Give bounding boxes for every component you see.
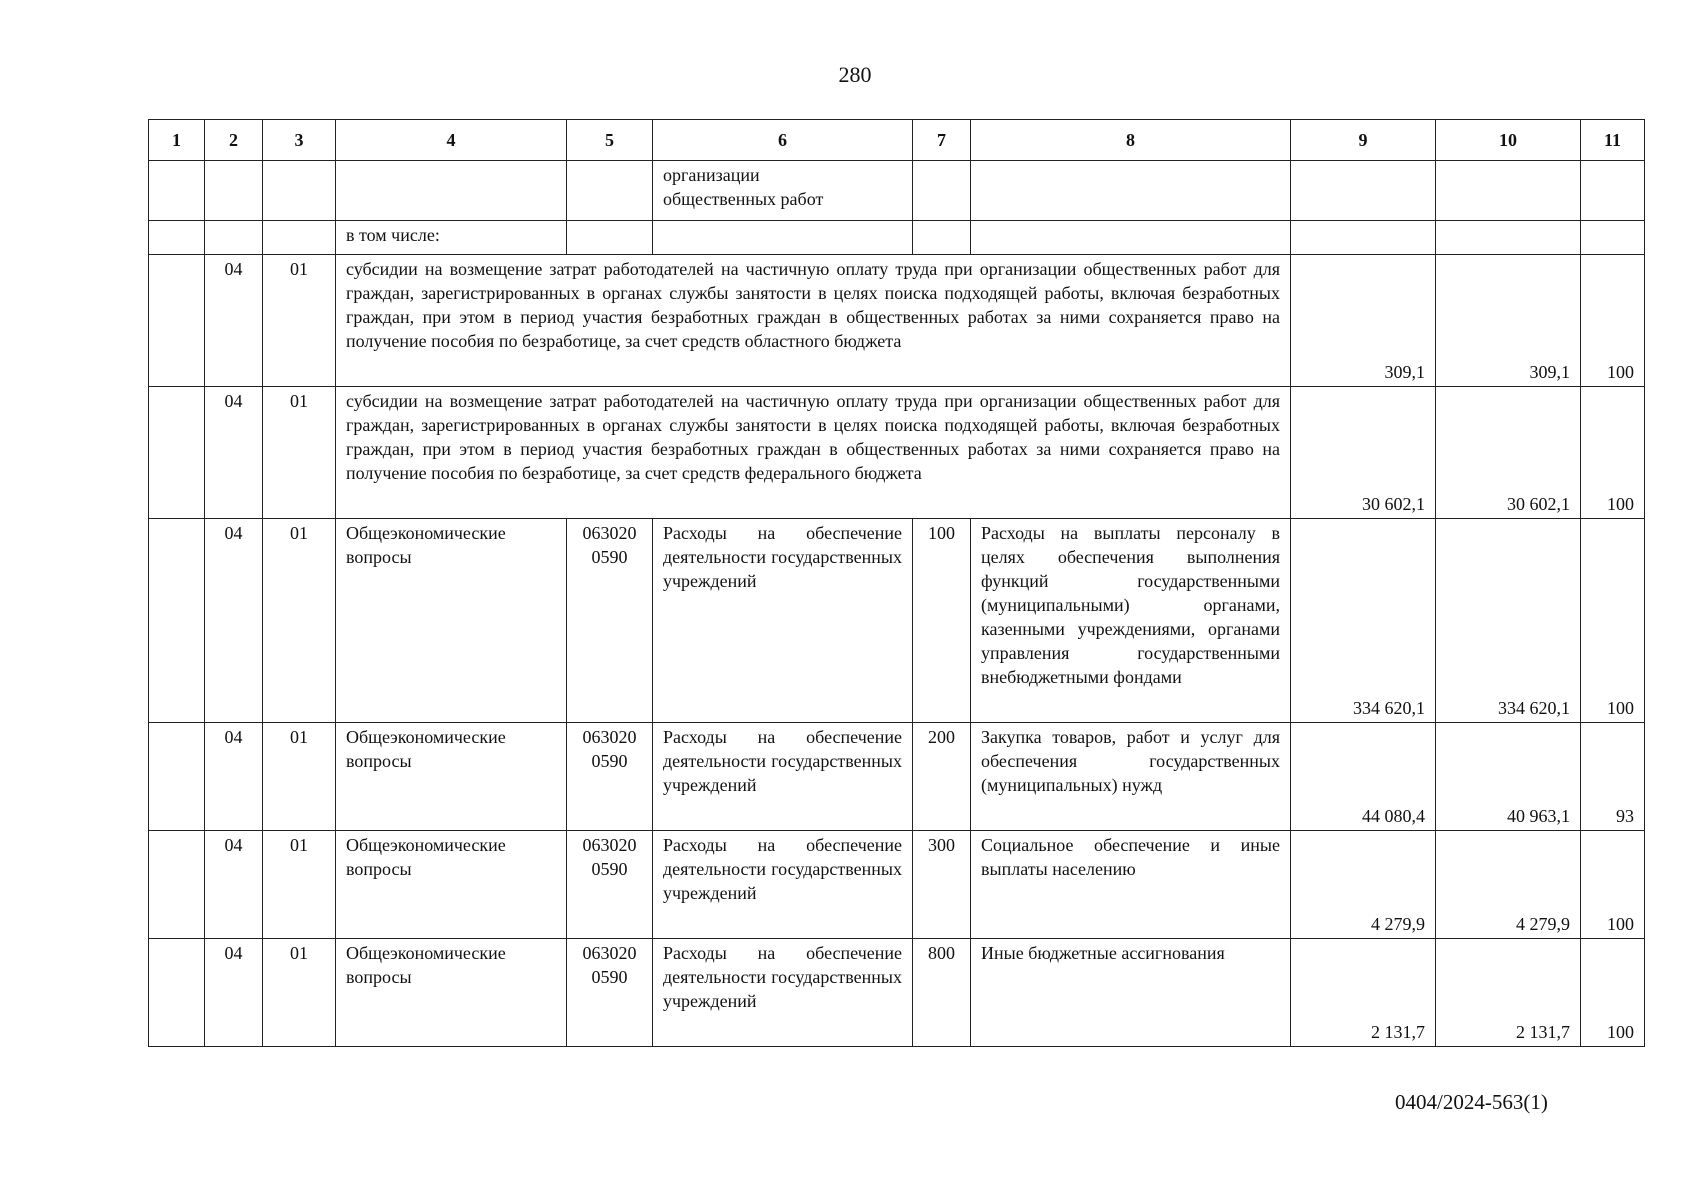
cell-actual: 334 620,1: [1436, 519, 1581, 723]
subsidy-row: [149, 387, 1645, 519]
cell: [263, 161, 336, 221]
cell: [336, 161, 567, 221]
column-header: 8: [971, 120, 1291, 161]
cell-section: 04: [205, 519, 263, 723]
cell: [1581, 221, 1645, 255]
cell-actual: 40 963,1: [1436, 723, 1581, 831]
column-header: 2: [205, 120, 263, 161]
cell-actual: 309,1: [1436, 255, 1581, 387]
cell-section-name: Общеэкономические вопросы: [336, 939, 567, 1047]
cell-target-name: Расходы на обеспечение деятельности государственных учреждений: [653, 831, 913, 939]
cell: [1581, 161, 1645, 221]
column-header: 6: [653, 120, 913, 161]
cell: [567, 221, 653, 255]
cell-percent: 100: [1581, 387, 1645, 519]
cell-including-label: в том числе:: [336, 221, 567, 255]
table-row: [149, 221, 1645, 255]
cell-actual: 30 602,1: [1436, 387, 1581, 519]
cell-target-name: Расходы на обеспечение деятельности государственных учреждений: [653, 519, 913, 723]
cell-subsection: 01: [263, 387, 336, 519]
cell-expense-name: Расходы на выплаты персоналу в целях обеспечения выполнения функций государственными (муниципальными) органами, казенными учреждениями, органами управления государственными внебюджетными фондами: [971, 519, 1291, 723]
cell-planned: 4 279,9: [1291, 831, 1436, 939]
cell-continued-text: организации общественных работ: [653, 161, 913, 221]
cell-target-name: Расходы на обеспечение деятельности государственных учреждений: [653, 939, 913, 1047]
cell-percent: 100: [1581, 939, 1645, 1047]
cell-actual: 2 131,7: [1436, 939, 1581, 1047]
cell: [913, 161, 971, 221]
table-row: [149, 161, 1645, 221]
cell-subsection: 01: [263, 723, 336, 831]
subsidy-description: субсидии на возмещение затрат работодателей на частичную оплату труда при организации общественных работ для граждан, зарегистрированных в органах службы занятости в целях поиска подходящей работы, включая безработных граждан, при этом в период участия безработных граждан в общественных работах за ними сохраняется право на получение пособия по безработице, за счет средств областного бюджета: [336, 255, 1291, 387]
cell-target-code: 063020 0590: [567, 939, 653, 1047]
detail-row: [149, 723, 1645, 831]
cell-section: 04: [205, 255, 263, 387]
cell-subsection: 01: [263, 255, 336, 387]
cell-planned: 44 080,4: [1291, 723, 1436, 831]
cell: [1291, 161, 1436, 221]
cell-subsection: 01: [263, 831, 336, 939]
header-row: [149, 120, 1645, 161]
cell-expense-type: 800: [913, 939, 971, 1047]
subsidy-row: [149, 255, 1645, 387]
cell-section-name: Общеэкономические вопросы: [336, 519, 567, 723]
cell-expense-name: Иные бюджетные ассигнования: [971, 939, 1291, 1047]
cell: [1436, 221, 1581, 255]
cell-section-name: Общеэкономические вопросы: [336, 831, 567, 939]
cell-expense-type: 300: [913, 831, 971, 939]
budget-table: [148, 119, 1645, 1047]
cell-percent: 100: [1581, 255, 1645, 387]
cell: [567, 161, 653, 221]
column-header: 4: [336, 120, 567, 161]
cell: [971, 161, 1291, 221]
column-header: 1: [149, 120, 205, 161]
cell-section: 04: [205, 723, 263, 831]
cell-planned: 30 602,1: [1291, 387, 1436, 519]
cell-expense-type: 200: [913, 723, 971, 831]
detail-row: [149, 831, 1645, 939]
subsidy-description: субсидии на возмещение затрат работодателей на частичную оплату труда при организации общественных работ для граждан, зарегистрированных в органах службы занятости в целях поиска подходящей работы, включая безработных граждан, при этом в период участия безработных граждан в общественных работах за ними сохраняется право на получение пособия по безработице, за счет средств федерального бюджета: [336, 387, 1291, 519]
cell-planned: 334 620,1: [1291, 519, 1436, 723]
cell: [653, 221, 913, 255]
cell-section: 04: [205, 387, 263, 519]
cell: [913, 221, 971, 255]
cell-percent: 100: [1581, 519, 1645, 723]
column-header: 10: [1436, 120, 1581, 161]
cell-section: 04: [205, 831, 263, 939]
cell: [1436, 161, 1581, 221]
detail-row: [149, 939, 1645, 1047]
page-number: 280: [838, 62, 872, 87]
cell: [263, 221, 336, 255]
cell-target-name: Расходы на обеспечение деятельности государственных учреждений: [653, 723, 913, 831]
cell-expense-name: Закупка товаров, работ и услуг для обеспечения государственных (муниципальных) нужд: [971, 723, 1291, 831]
cell-percent: 93: [1581, 723, 1645, 831]
column-header: 5: [567, 120, 653, 161]
cell-target-code: 063020 0590: [567, 831, 653, 939]
cell-actual: 4 279,9: [1436, 831, 1581, 939]
detail-row: [149, 519, 1645, 723]
cell: [205, 221, 263, 255]
cell-expense-type: 100: [913, 519, 971, 723]
cell-planned: 309,1: [1291, 255, 1436, 387]
cell-section: 04: [205, 939, 263, 1047]
cell-expense-name: Социальное обеспечение и иные выплаты населению: [971, 831, 1291, 939]
cell-percent: 100: [1581, 831, 1645, 939]
column-header: 9: [1291, 120, 1436, 161]
cell-target-code: 063020 0590: [567, 519, 653, 723]
cell: [971, 221, 1291, 255]
cell-subsection: 01: [263, 519, 336, 723]
cell-section-name: Общеэкономические вопросы: [336, 723, 567, 831]
column-header: 11: [1581, 120, 1645, 161]
document-code: 0404/2024-563(1): [1395, 1090, 1548, 1114]
cell: [1291, 221, 1436, 255]
cell-subsection: 01: [263, 939, 336, 1047]
cell-planned: 2 131,7: [1291, 939, 1436, 1047]
cell: [205, 161, 263, 221]
column-header: 3: [263, 120, 336, 161]
column-header: 7: [913, 120, 971, 161]
cell-target-code: 063020 0590: [567, 723, 653, 831]
